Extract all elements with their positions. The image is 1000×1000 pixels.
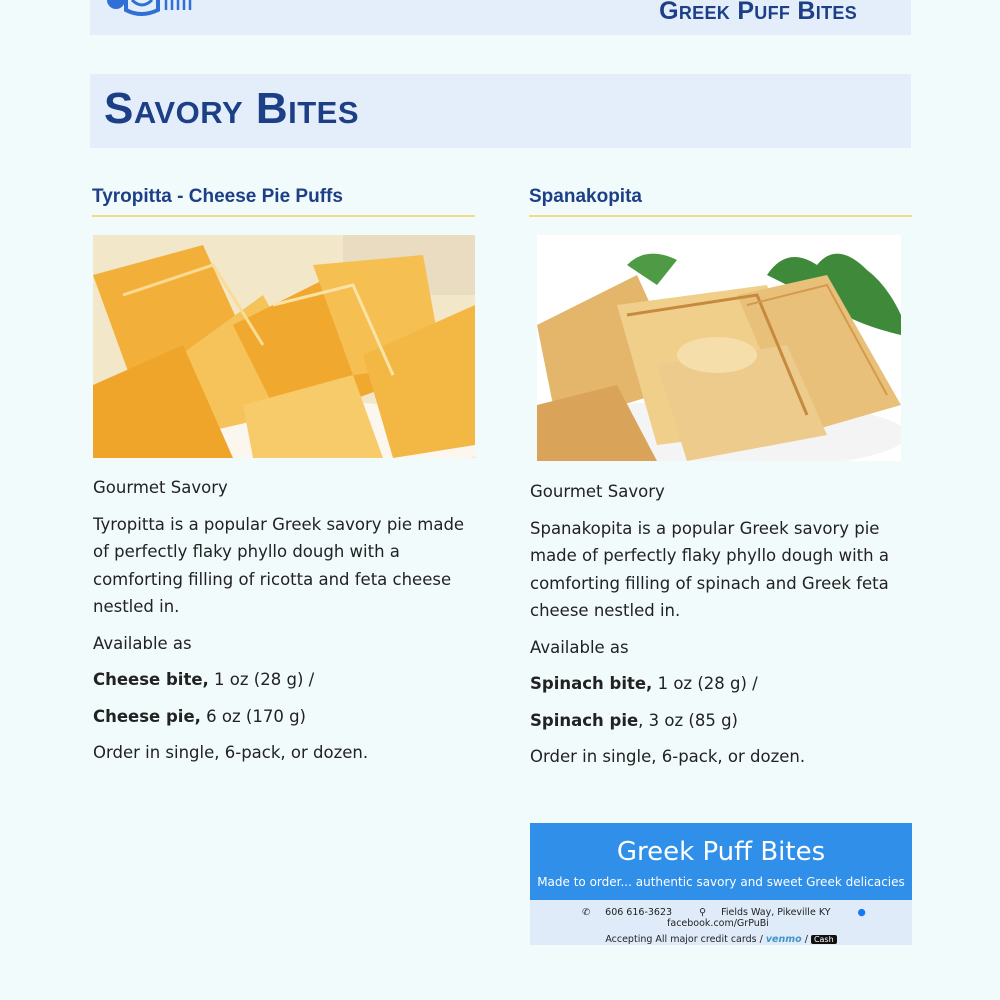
product-description: Tyropitta is a popular Greek savory pie made of perfectly flaky phyllo dough with a comforting filling of ricotta and feta cheese nestled in. [93, 514, 465, 616]
option-name: Cheese pie, [93, 706, 201, 726]
option-size: , 3 oz (85 g) [638, 710, 738, 730]
facebook-icon: ● [857, 907, 866, 918]
available-label: Available as [530, 637, 629, 657]
tyropitta-photo [93, 235, 475, 458]
top-banner [90, 0, 911, 35]
product-card-spanakopita [530, 186, 912, 780]
product-option-2 [530, 707, 912, 735]
phone-item [576, 907, 678, 918]
product-option-1 [93, 666, 475, 694]
product-category: Gourmet Savory [530, 482, 665, 501]
product-title: Tyropitta - Cheese Pie Puffs [92, 186, 475, 217]
option-size: 1 oz (28 g) / [208, 670, 315, 689]
spanakopita-photo [537, 235, 901, 461]
section-header [90, 74, 911, 148]
contact-card [530, 823, 912, 945]
order-note: Order in single, 6-pack, or dozen. [93, 743, 369, 762]
address-item [693, 907, 836, 918]
contact-info: ✆ 606 616-3623 ⚲ Fields Way, Pikeville KY ● facebook.com/GrPuBi Accepting All major credit cards / venmo / Cash [530, 900, 912, 945]
option-size: 1 oz (28 g) / [652, 674, 758, 693]
facebook-link[interactable]: facebook.com/GrPuBi [667, 918, 769, 929]
phone-number: 606 616-3623 [605, 907, 673, 918]
option-size: 6 oz (170 g) [200, 706, 306, 726]
option-name: Cheese bite, [93, 670, 209, 689]
section-title: Savory Bites [104, 84, 360, 133]
product-option-2 [93, 703, 475, 731]
venmo-logo-icon: venmo [765, 934, 802, 945]
product-title: Spanakopita [529, 186, 912, 217]
contact-card-band [530, 823, 912, 900]
order-note: Order in single, 6-pack, or dozen. [530, 747, 806, 766]
cash-app-logo-icon: Cash [811, 935, 837, 944]
option-name: Spinach bite, [530, 674, 653, 693]
footer-brand-name: Greek Puff Bites [616, 837, 826, 867]
footer-tagline: Made to order... authentic savory and sweet Greek delicacies [537, 875, 905, 889]
location-pin-icon: ⚲ [699, 907, 707, 918]
address: Fields Way, Pikeville KY [721, 907, 831, 918]
brand-name: Greek Puff Bites [659, 0, 857, 25]
phone-icon: ✆ [582, 907, 591, 918]
product-description: Spanakopita is a popular Greek savory pie made of perfectly flaky phyllo dough with a comforting filling of spinach and Greek feta cheese nestled in. [530, 518, 889, 620]
chef-hat-logo-icon [96, 0, 206, 20]
option-name: Spinach pie [530, 710, 639, 730]
product-option-1 [530, 670, 912, 698]
product-card-tyropitta [93, 186, 475, 776]
payment-text: Accepting All major credit cards / [605, 934, 763, 945]
product-category: Gourmet Savory [93, 478, 228, 497]
available-label: Available as [93, 633, 192, 653]
